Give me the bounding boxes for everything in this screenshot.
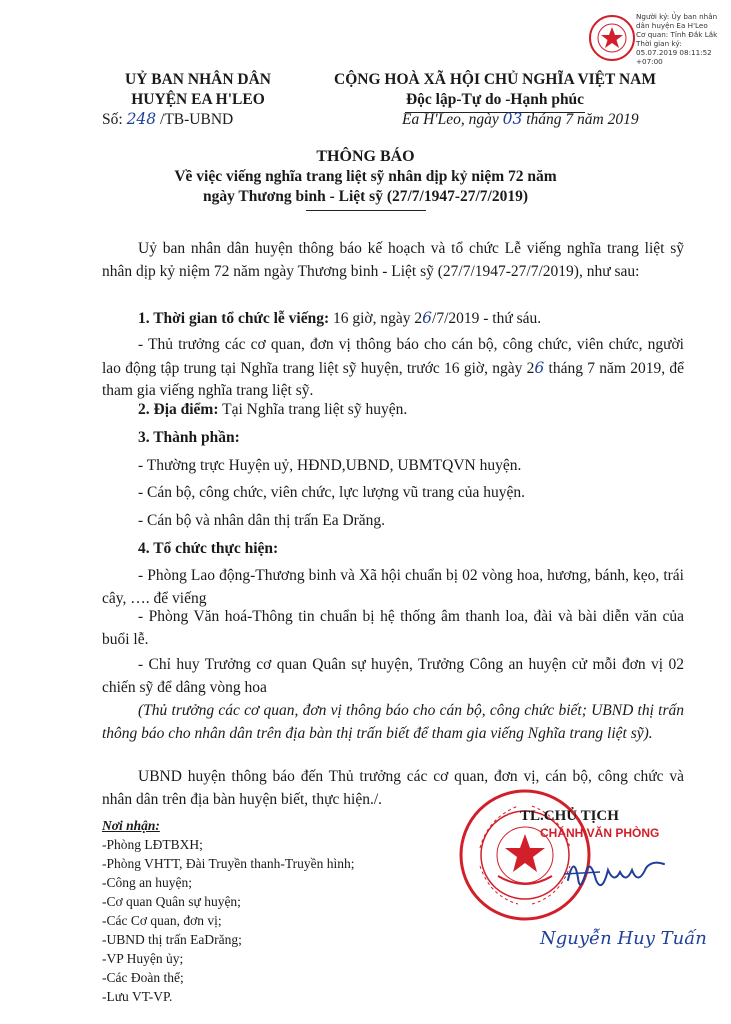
issuing-agency [82, 70, 314, 110]
country-name: CỘNG HOÀ XÃ HỘI CHỦ NGHĨA VIỆT NAM [334, 71, 656, 88]
digital-signature-info [636, 12, 728, 66]
section-3-item: - Cán bộ, công chức, viên chức, lực lượng vũ trang của huyện. [138, 484, 525, 501]
title-underline [306, 210, 426, 211]
signature-signer: Người ký: Ủy ban nhân dân huyện Ea H'Leo [636, 12, 718, 30]
section-2: 2. Địa điểm: Tại Nghĩa trang liệt sỹ huyện. [138, 401, 408, 418]
document-subject-line-2: ngày Thương binh - Liệt sỹ (27/7/1947-27/7/2019) [202, 188, 529, 205]
recipient-item: -Công an huyện; [102, 875, 192, 890]
recipients-list [102, 816, 402, 1006]
section-4-item: - Chỉ huy Trưởng cơ quan Quân sự huyện, Trưởng Công an huyện cử mỗi đơn vị 02 chiến sỹ để dâng vòng hoa [102, 656, 684, 696]
section-4-item: - Phòng Văn hoá-Thông tin chuẩn bị hệ thống âm thanh loa, đài và bài diễn văn của buổi lễ. [102, 608, 684, 648]
handwritten-correction: 6 [422, 309, 433, 327]
document-date: Ea H'Leo, ngày 03 tháng 7 năm 2019 [402, 110, 639, 128]
signer-name: Nguyễn Huy Tuấn [540, 928, 707, 949]
document-title-block [0, 146, 731, 211]
handwritten-correction: 6 [534, 358, 545, 377]
agency-line-1: UỶ BAN NHÂN DÂN [125, 71, 271, 88]
section-2-heading: 2. Địa điểm: [138, 401, 219, 418]
signature-time-label: Thời gian ký: [636, 39, 682, 48]
national-header [300, 70, 690, 113]
closing-paragraph: UBND huyện thông báo đến Thủ trưởng các cơ quan, đơn vị, cán bộ, công chức và nhân dân trên địa bàn huyện biết, thực hiện./. [102, 768, 684, 808]
recipient-item: -Các Đoàn thể; [102, 970, 184, 985]
section-1-heading: 1. Thời gian tổ chức lễ viếng: [138, 310, 330, 327]
recipient-item: -Các Cơ quan, đơn vị; [102, 913, 222, 928]
recipient-item: -Lưu VT-VP. [102, 989, 173, 1004]
note-paragraph: (Thủ trưởng các cơ quan, đơn vị thông báo cho cán bộ, công chức biết; UBND thị trấn thông báo cho nhân dân trên địa bàn thị trấn biết để tham gia viếng Nghĩa trang liệt sỹ). [102, 702, 684, 742]
signature-title: TL.CHỦ TỊCH [520, 808, 619, 824]
section-3-heading: 3. Thành phần: [138, 429, 240, 446]
section-4-heading: 4. Tổ chức thực hiện: [138, 540, 279, 557]
motto: Độc lập-Tự do -Hạnh phúc [405, 91, 585, 108]
section-4-item: - Phòng Lao động-Thương binh và Xã hội chuẩn bị 02 vòng hoa, hương, bánh, kẹo, trái cây, …. để viếng [102, 567, 684, 607]
digital-signature-stamp-icon [588, 14, 636, 62]
recipient-item: -Phòng LĐTBXH; [102, 837, 203, 852]
recipient-item: -Phòng VHTT, Đài Truyền thanh-Truyền hình; [102, 856, 355, 871]
document-day-handwritten: 03 [502, 110, 523, 128]
signature-time-value: 05.07.2019 08:11:52 +07:00 [636, 48, 712, 66]
document-subject-line-1: Về việc viếng nghĩa trang liệt sỹ nhân dịp kỷ niệm 72 năm [174, 168, 557, 185]
signature-subtitle: CHÁNH VĂN PHÒNG [540, 826, 660, 840]
section-3-item: - Thường trực Huyện uỷ, HĐND,UBND, UBMTQVN huyện. [138, 457, 522, 474]
signature-agency: Cơ quan: Tỉnh Đắk Lắk [636, 30, 718, 39]
agency-line-2: HUYỆN EA H'LEO [131, 91, 265, 108]
document-number: Số: 248 /TB-UBND [102, 110, 234, 128]
recipient-item: -Cơ quan Quân sự huyện; [102, 894, 241, 909]
section-3-item: - Cán bộ và nhân dân thị trấn Ea Drăng. [138, 512, 386, 529]
document-title: THÔNG BÁO [316, 148, 415, 165]
handwritten-signature-icon [560, 850, 670, 900]
recipient-item: -VP Huyện ủy; [102, 951, 184, 966]
recipient-item: -UBND thị trấn EaDrăng; [102, 932, 242, 947]
section-1: 1. Thời gian tổ chức lễ viếng: 16 giờ, ngày 26/7/2019 - thứ sáu. [138, 309, 542, 327]
document-number-handwritten: 248 [126, 110, 157, 128]
recipients-heading: Nơi nhận: [102, 818, 160, 833]
section-1-detail: - Thủ trưởng các cơ quan, đơn vị thông báo cho cán bộ, công chức, viên chức, người lao động tập trung tại Nghĩa trang liệt sỹ huyện, trước 16 giờ, ngày 26 tháng 7 năm 2019, để tham gia viếng nghĩa trang liệt sỹ. [102, 336, 684, 399]
intro-paragraph: Uỷ ban nhân dân huyện thông báo kế hoạch và tổ chức Lễ viếng nghĩa trang liệt sỹ nhân dịp kỷ niệm 72 năm ngày Thương binh - Liệt sỹ (27/7/1947-27/7/2019), như sau: [102, 240, 684, 280]
